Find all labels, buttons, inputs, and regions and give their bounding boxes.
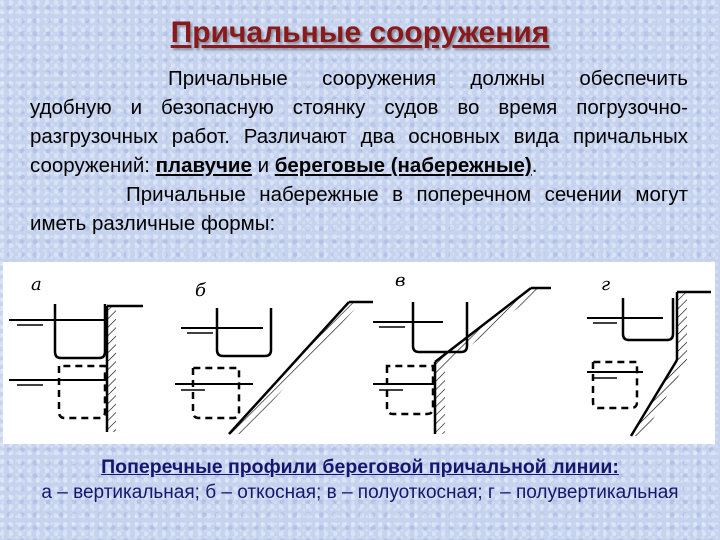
profile-a [9, 274, 143, 432]
body-text [30, 64, 688, 260]
conjunction: и [251, 154, 275, 177]
paragraph-1 [30, 64, 688, 180]
paragraph-2: Причальные набережные в поперечном сечении могут иметь различные формы: [30, 183, 688, 235]
figure-caption [0, 456, 720, 505]
caption-description: а – вертикальная; б – откосная; в – полуоткосная; г – полувертикальная [41, 482, 679, 503]
label-a: а [31, 274, 42, 295]
profiles-figure [3, 262, 715, 444]
paragraph-1-end: . [531, 154, 538, 177]
label-b: б [195, 280, 206, 301]
profiles-diagram [3, 262, 715, 444]
term-floating: плавучие [155, 154, 252, 177]
label-v: в [395, 270, 406, 291]
profile-b [175, 280, 373, 434]
slide-title: Причальные сооружения [170, 16, 550, 49]
term-shore: береговые (набережные) [274, 154, 532, 177]
profile-g [587, 274, 711, 436]
label-g: г [601, 274, 611, 295]
paragraph-1-text: Причальные сооружения должны обеспечить удобную и безопасную стоянку судов во время погрузочно-разгрузочных работ. Различают два основных вида причальных сооружений: [30, 67, 688, 177]
profile-v [373, 270, 551, 434]
caption-title: Поперечные профили береговой причальной линии: [101, 456, 619, 478]
